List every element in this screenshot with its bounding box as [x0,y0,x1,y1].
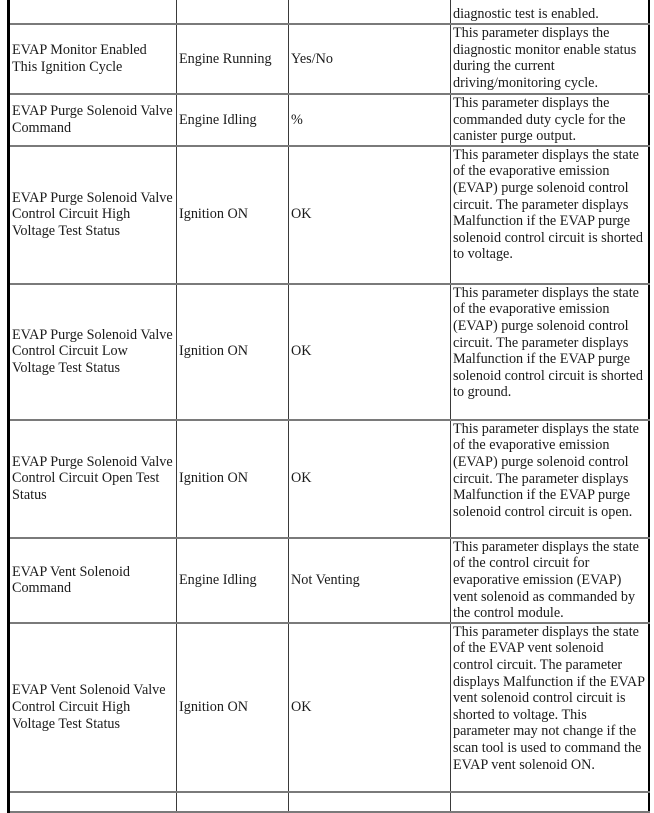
cell-value: Yes/No [289,24,451,94]
cell-condition: Ignition ON [177,284,289,420]
cell-description: This parameter displays the commanded duty cycle for the canister purge output. [451,94,649,146]
cell-description: This parameter displays the state of the EVAP vent solenoid control circuit. The parameter displays Malfunction if the EVAP vent solenoid control circuit is shorted to voltage. This parameter may not change if the scan tool is used to command the EVAP vent solenoid ON. [451,623,649,792]
cell-name: EVAP Monitor Enabled This Ignition Cycle [9,24,177,94]
cell-condition: Ignition ON [177,146,289,284]
cell-name: EVAP Purge Solenoid Valve Control Circuit Low Voltage Test Status [9,284,177,420]
cell-value: OK [289,623,451,792]
cell-name [9,792,177,812]
cell-value: OK [289,420,451,538]
cell-value: OK [289,146,451,284]
cell-condition: Engine Running [177,24,289,94]
cell-name: EVAP Purge Solenoid Valve Command [9,94,177,146]
table-row [9,623,649,792]
cell-description: This parameter displays the state of the evaporative emission (EVAP) purge solenoid control circuit. The parameter displays Malfunction if the EVAP purge solenoid control circuit is shorted to voltage. [451,146,649,284]
table-row [9,284,649,420]
cell-name [9,0,177,24]
cell-value [289,0,451,24]
cell-description: This parameter displays the state of the evaporative emission (EVAP) purge solenoid control circuit. The parameter displays Malfunction if the EVAP purge solenoid control circuit is shorted to ground. [451,284,649,420]
cell-description: This parameter displays the state of the control circuit for evaporative emission (EVAP) vent solenoid as commanded by the control module. [451,538,649,623]
cell-value: % [289,94,451,146]
table-row-partial-top [9,0,649,24]
cell-description [451,792,649,812]
cell-condition [177,792,289,812]
table-row [9,146,649,284]
cell-value: OK [289,284,451,420]
table-row-partial-bottom [9,792,649,812]
cell-condition: Ignition ON [177,420,289,538]
cell-description: diagnostic test is enabled. [451,0,649,24]
table-row [9,24,649,94]
cell-condition: Ignition ON [177,623,289,792]
cell-name: EVAP Purge Solenoid Valve Control Circuit Open Test Status [9,420,177,538]
cell-name: EVAP Purge Solenoid Valve Control Circuit High Voltage Test Status [9,146,177,284]
cell-name: EVAP Vent Solenoid Command [9,538,177,623]
parameter-table [7,0,650,813]
table-row [9,420,649,538]
cell-value [289,792,451,812]
cell-name: EVAP Vent Solenoid Valve Control Circuit High Voltage Test Status [9,623,177,792]
cell-value: Not Venting [289,538,451,623]
table-row [9,538,649,623]
cell-description: This parameter displays the diagnostic monitor enable status during the current driving/monitoring cycle. [451,24,649,94]
cell-condition: Engine Idling [177,94,289,146]
cell-condition: Engine Idling [177,538,289,623]
cell-condition [177,0,289,24]
table-row [9,94,649,146]
cell-description: This parameter displays the state of the evaporative emission (EVAP) purge solenoid control circuit. The parameter displays Malfunction if the EVAP purge solenoid control circuit is open. [451,420,649,538]
